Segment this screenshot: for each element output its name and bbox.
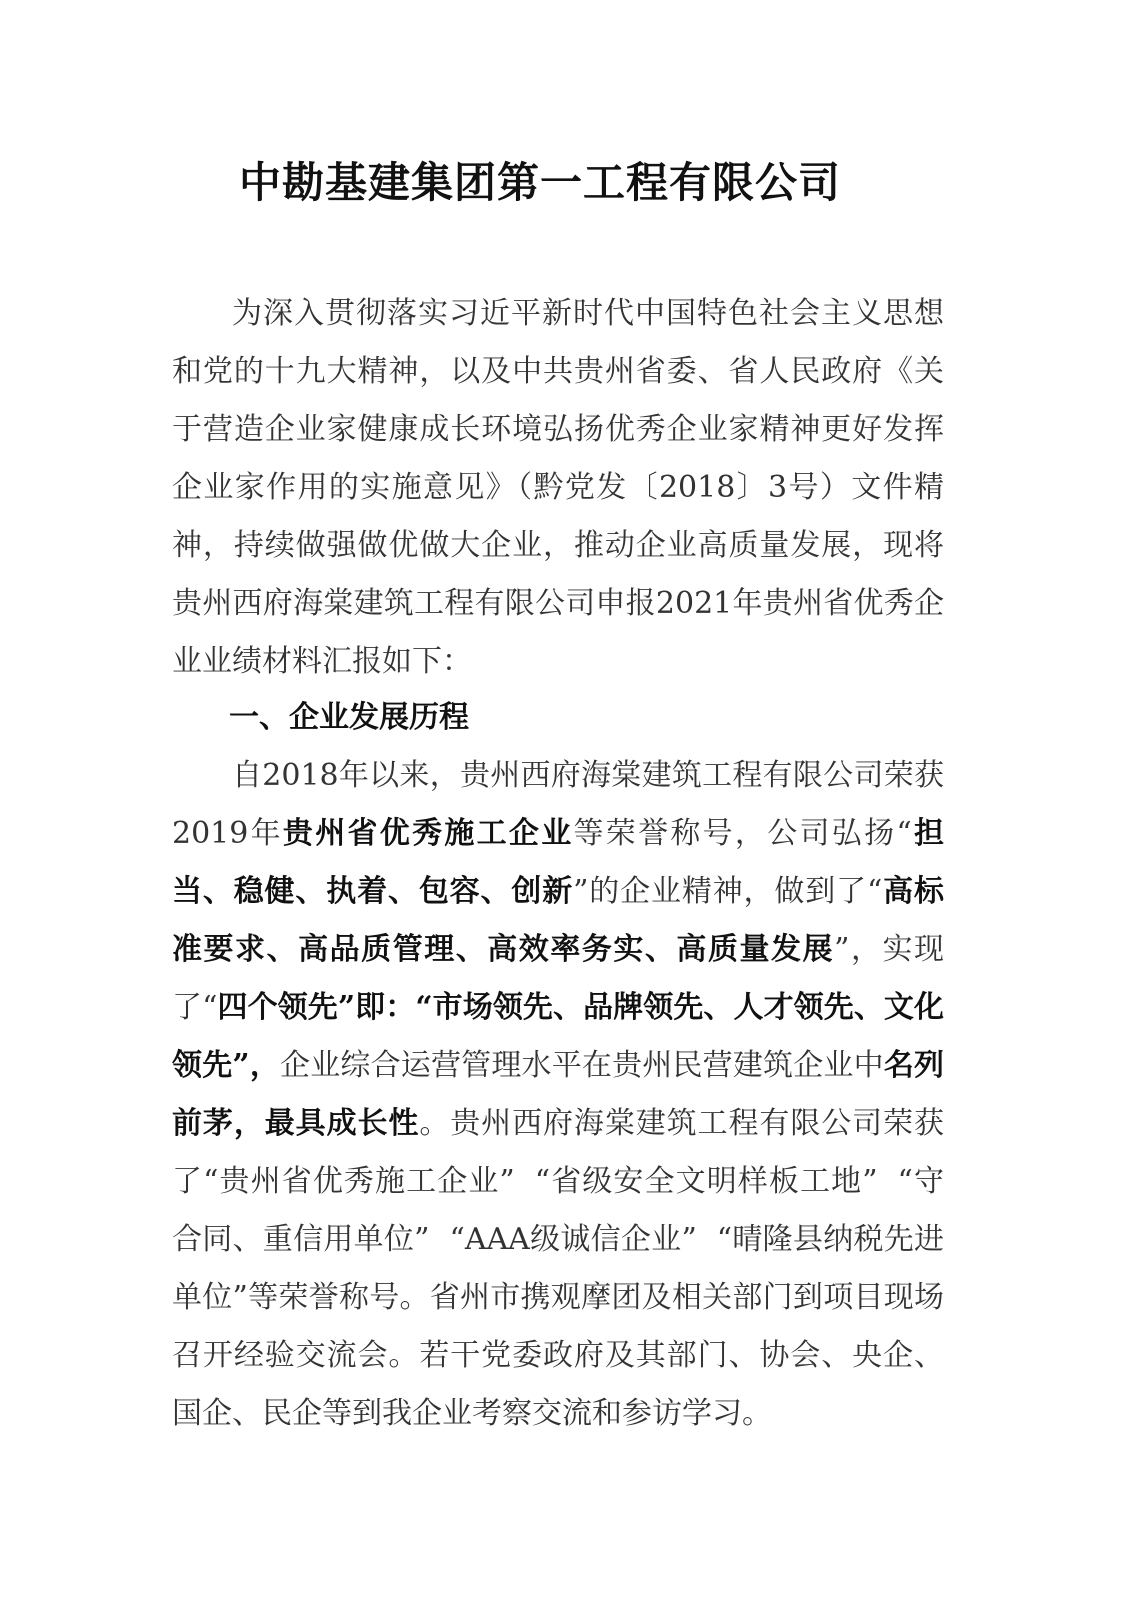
paragraph-text: “AAA级诚信企业” [449,1222,697,1257]
bold-text: 高标准要求、高品质管理、高效率务实、高质量发展 [172,874,945,967]
paragraph-text: ”的企业精神，做到了“ [573,874,883,909]
paragraph-text: “守合同、重信用单位” [172,1164,944,1257]
document-title: 中勘基建集团第一工程有限公司 [238,158,841,207]
bold-text: 贵州省优秀施工企业 [282,816,574,851]
paragraph-text: 等荣誉称号，公司弘扬“ [573,816,912,851]
paragraph-text: 等荣誉称号。省州市携观摩团及相关部门到项目现场召开经验交流会。若干党委政府及其部门、协会、央企、国企、民企等到我企业考察交流和参访学习。 [172,1280,944,1431]
paragraph-text: 自2018年以来，贵州西府海棠建筑工程有限公司荣获2019年 [172,758,944,851]
section-paragraph [172,747,944,1443]
section-heading: 一、企业发展历程 [229,700,469,735]
paragraph-text: 。贵州西府海棠建筑工程有限公司荣获了“贵州省优秀施工企业” [172,1106,945,1199]
paragraph-text: ”，实现了“ [172,932,944,1025]
paragraph-text: “省级安全文明样板工地” [534,1164,878,1199]
paragraph-text: 企业综合运营管理水平在贵州民营建筑企业中 [280,1048,884,1083]
paragraph-text: “晴隆县纳税先进单位” [172,1222,944,1315]
intro-paragraph: 为深入贯彻落实习近平新时代中国特色社会主义思想和党的十九大精神，以及中共贵州省委、省人民政府《关于营造企业家健康成长环境弘扬优秀企业家精神更好发挥企业家作用的实施意见》（黔党发〔2018〕3号）文件精神，持续做强做优做大企业，推动企业高质量发展，现将贵州西府海棠建筑工程有限公司申报2021年贵州省优秀企业业绩材料汇报如下： [172,296,944,679]
bold-text: 四个领先”即：“市场领先、品牌领先、人才领先、文化领先”， [172,990,944,1083]
bold-text: 担当、稳健、执着、包容、创新 [172,816,944,909]
bold-text: 名列前茅，最具成长性 [172,1048,945,1141]
